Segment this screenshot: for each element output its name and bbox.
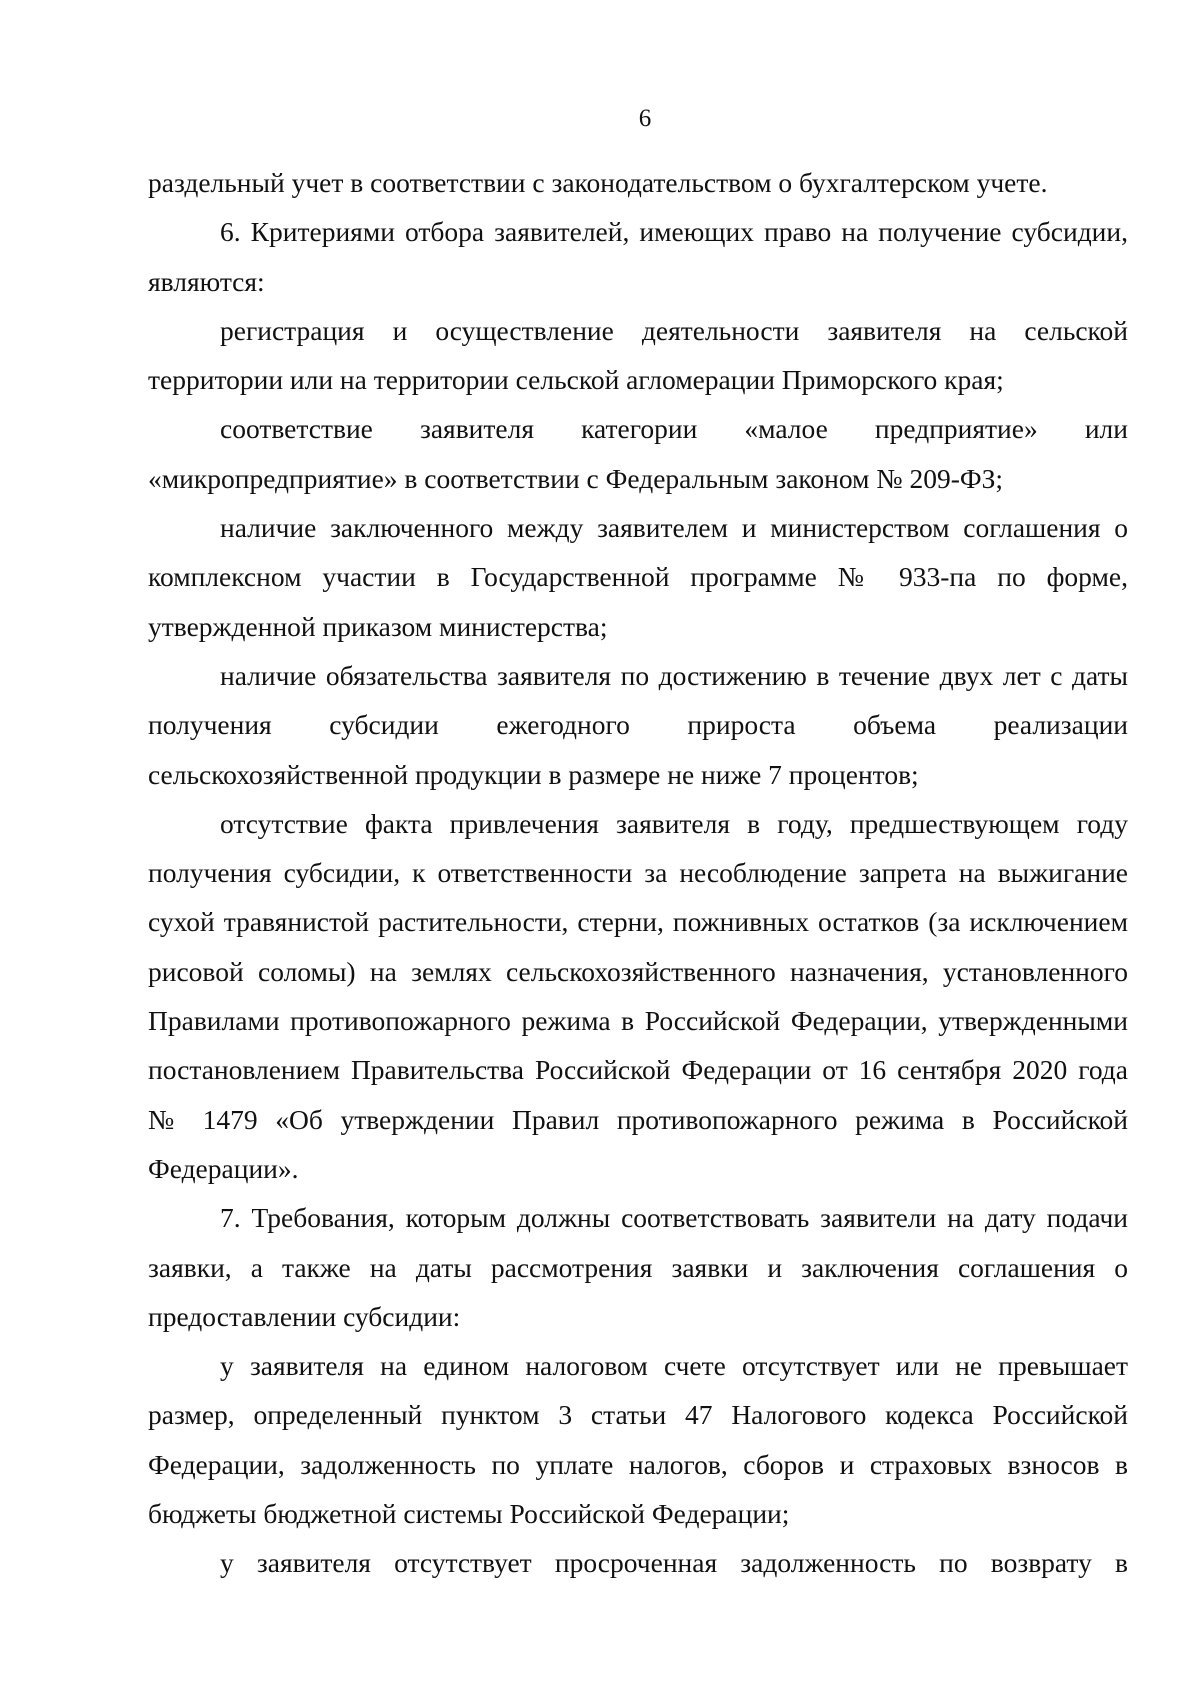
- paragraph-criterion-registration: регистрация и осуществление деятельности заявителя на сельской территории или на территории сельской агломерации Приморского края;: [148, 314, 1128, 396]
- paragraph-requirement-tax-account: у заявителя на едином налоговом счете отсутствует или не превышает размер, определенный пунктом 3 статьи 47 Налогового кодекса Российской Федерации, задолженность по уплате налогов, сборов и страховых взносов в бюджеты бюджетной системы Российской Федерации;: [148, 1350, 1128, 1530]
- paragraph-requirement-overdue-debt: у заявителя отсутствует просроченная задолженность по возврату в: [220, 1547, 1128, 1579]
- paragraph-item-6: 6. Критериями отбора заявителей, имеющих право на получение субсидии, являются:: [148, 216, 1128, 297]
- paragraph-criterion-no-liability: отсутствие факта привлечения заявителя в году, предшествующем году получения субсидии, к ответственности за несоблюдение запрета на выжигание сухой травянистой растительности, стерни, пожнивных остатков (за исключением рисовой соломы) на землях сельскохозяйственного назначения, установленного Правилами противопожарного режима в Российской Федерации, утвержденными постановлением Правительства Российской Федерации от 16 сентября 2020 года № 1479 «Об утверждении Правил противопожарного режима в Российской Федерации».: [148, 807, 1128, 1184]
- document-body: [148, 158, 1128, 1588]
- paragraph-criterion-agreement: наличие заключенного между заявителем и министерством соглашения о комплексном участии в Государственной программе № 933-па по форме, утвержденной приказом министерства;: [148, 512, 1128, 642]
- paragraph-criterion-obligation: наличие обязательства заявителя по достижению в течение двух лет с даты получения субсидии ежегодного прироста объема реализации сельскохозяйственной продукции в размере не ниже 7 процентов;: [148, 659, 1128, 790]
- paragraph-continuation: раздельный учет в соответствии с законодательством о бухгалтерском учете.: [148, 167, 1048, 198]
- paragraph-criterion-category: соответствие заявителя категории «малое предприятие» или «микропредприятие» в соответствии с Федеральным законом № 209-ФЗ;: [148, 413, 1128, 494]
- page-number: 6: [638, 105, 652, 132]
- paragraph-item-7: 7. Требования, которым должны соответствовать заявители на дату подачи заявки, а также на даты рассмотрения заявки и заключения соглашения о предоставлении субсидии:: [148, 1202, 1128, 1332]
